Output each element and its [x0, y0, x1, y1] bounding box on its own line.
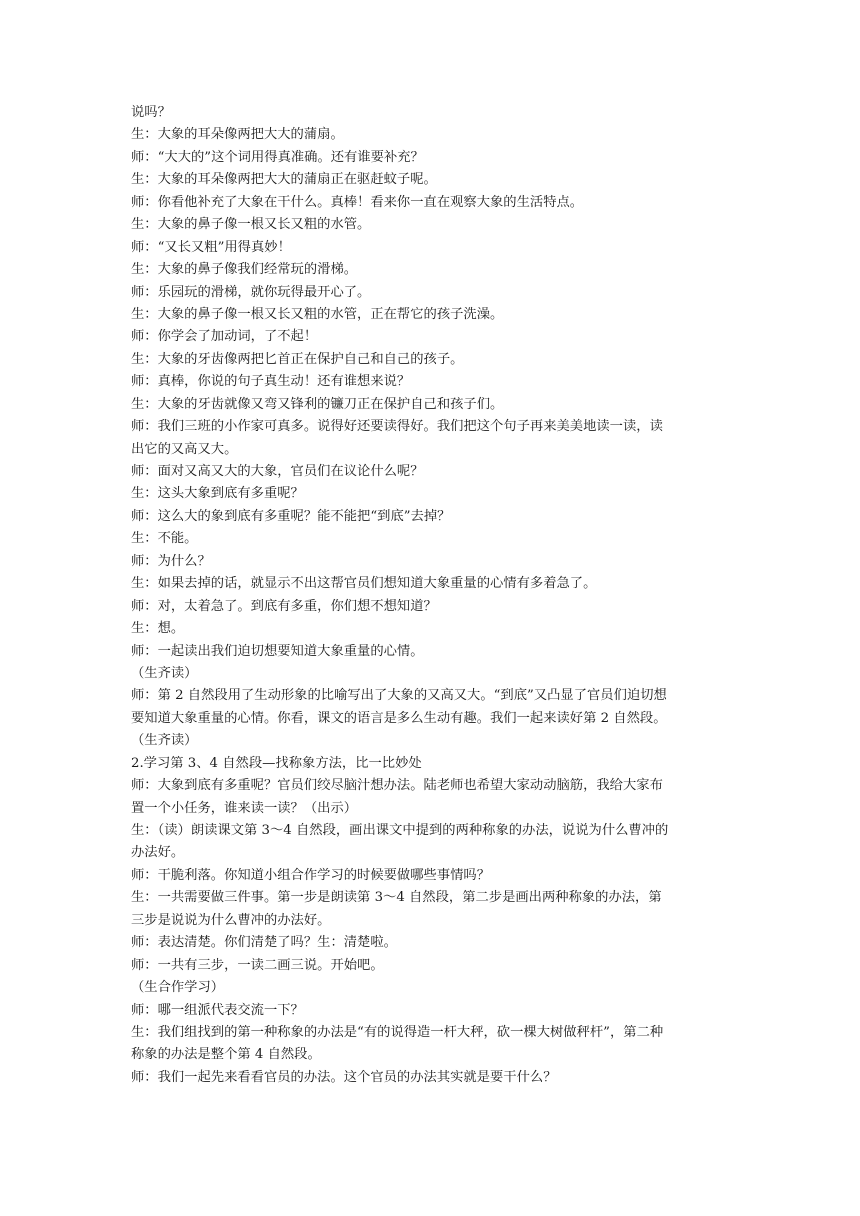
- text-line: 生：大象的耳朵像两把大大的蒲扇正在驱赶蚊子呢。: [131, 172, 437, 188]
- text-line: 师：大象到底有多重呢？官员们绞尽脑汁想办法。陆老师也希望大家动动脑筋，我给大家布: [131, 778, 663, 794]
- text-line: 出它的又高又大。: [131, 441, 238, 457]
- text-line: 办法好。: [131, 845, 185, 861]
- text-line: 生：大象的鼻子像一根又长又粗的水管，正在帮它的孩子洗澡。: [131, 306, 504, 322]
- text-line: 师：“又长又粗”用得真妙！: [131, 239, 291, 255]
- text-line: 三步是说说为什么曹冲的办法好。: [131, 912, 331, 928]
- text-line: 师：这么大的象到底有多重呢？能不能把“到底”去掉？: [131, 508, 451, 524]
- text-line: 师：第 2 自然段用了生动形象的比喻写出了大象的又高又大。“到底”又凸显了官员们迫切想: [131, 688, 667, 704]
- text-line: 生：想。: [131, 621, 185, 637]
- document-body: [131, 102, 731, 1089]
- text-line: 生：大象的耳朵像两把大大的蒲扇。: [131, 127, 344, 143]
- text-line: 师：你看他补充了大象在干什么。真棒！看来你一直在观察大象的生活特点。: [131, 194, 584, 210]
- text-line: 师：面对又高又大的大象，官员们在议论什么呢？: [131, 464, 424, 479]
- text-line: 生：我们组找到的第一种称象的办法是“有的说得造一杆大秤，砍一棵大树做秤杆”，第二种: [131, 1024, 664, 1040]
- text-line: 师：干脆利落。你知道小组合作学习的时候要做哪些事情吗？: [131, 867, 491, 883]
- text-line: 2.学习第 3、4 自然段—找称象方法，比一比妙处: [131, 755, 422, 771]
- text-line: 置一个小任务，谁来读一读？（出示）: [131, 800, 358, 816]
- text-line: 师：哪一组派代表交流一下？: [131, 1002, 304, 1018]
- text-line: 生：这头大象到底有多重呢？: [131, 486, 304, 502]
- text-line: 称象的办法是整个第 4 自然段。: [131, 1047, 321, 1063]
- text-line: 师：我们三班的小作家可真多。说得好还要读得好。我们把这个句子再来美美地读一读，读: [131, 419, 663, 435]
- text-line: 师：乐园玩的滑梯，就你玩得最开心了。: [131, 284, 371, 300]
- text-line: （生合作学习）: [131, 980, 225, 996]
- text-line: 生：大象的鼻子像一根又长又粗的水管。: [131, 217, 371, 233]
- text-line: 师：我们一起先来看看官员的办法。这个官员的办法其实就是要干什么？: [131, 1069, 557, 1085]
- text-line: 师：“大大的”这个词用得真准确。还有谁要补充？: [131, 149, 424, 165]
- text-line: 生：大象的牙齿像两把匕首正在保护自己和自己的孩子。: [131, 351, 464, 367]
- text-line: 师：你学会了加动词，了不起！: [131, 329, 318, 345]
- text-line: 师：一共有三步，一读二画三说。开始吧。: [131, 957, 384, 973]
- text-line: 生：大象的鼻子像我们经常玩的滑梯。: [131, 262, 358, 278]
- text-line: （生齐读）: [131, 665, 198, 681]
- text-line: 师：对，太着急了。到底有多重，你们想不想知道？: [131, 598, 437, 614]
- text-line: 生：不能。: [131, 531, 198, 547]
- text-line: 师：为什么？: [131, 553, 211, 569]
- text-line: （生齐读）: [131, 733, 198, 749]
- text-line: 要知道大象重量的心情。你看，课文的语言是多么生动有趣。我们一起来读好第 2 自然段。: [131, 710, 667, 726]
- text-line: 师：一起读出我们迫切想要知道大象重量的心情。: [131, 643, 424, 659]
- text-line: 生：大象的牙齿就像又弯又锋利的镰刀正在保护自己和孩子们。: [131, 396, 504, 412]
- text-line: 生：（读）朗读课文第 3～4 自然段，画出课文中提到的两种称象的办法，说说为什么曹冲的: [131, 823, 669, 838]
- text-line: 说吗？: [131, 105, 171, 120]
- text-line: 生：一共需要做三件事。第一步是朗读第 3～4 自然段，第二步是画出两种称象的办法，第: [131, 890, 662, 906]
- text-line: 生：如果去掉的话，就显示不出这帮官员们想知道大象重量的心情有多着急了。: [131, 576, 597, 592]
- text-line: 师：真棒，你说的句子真生动！还有谁想来说？: [131, 374, 411, 390]
- text-line: 师：表达清楚。你们清楚了吗？生：清楚啦。: [131, 935, 397, 951]
